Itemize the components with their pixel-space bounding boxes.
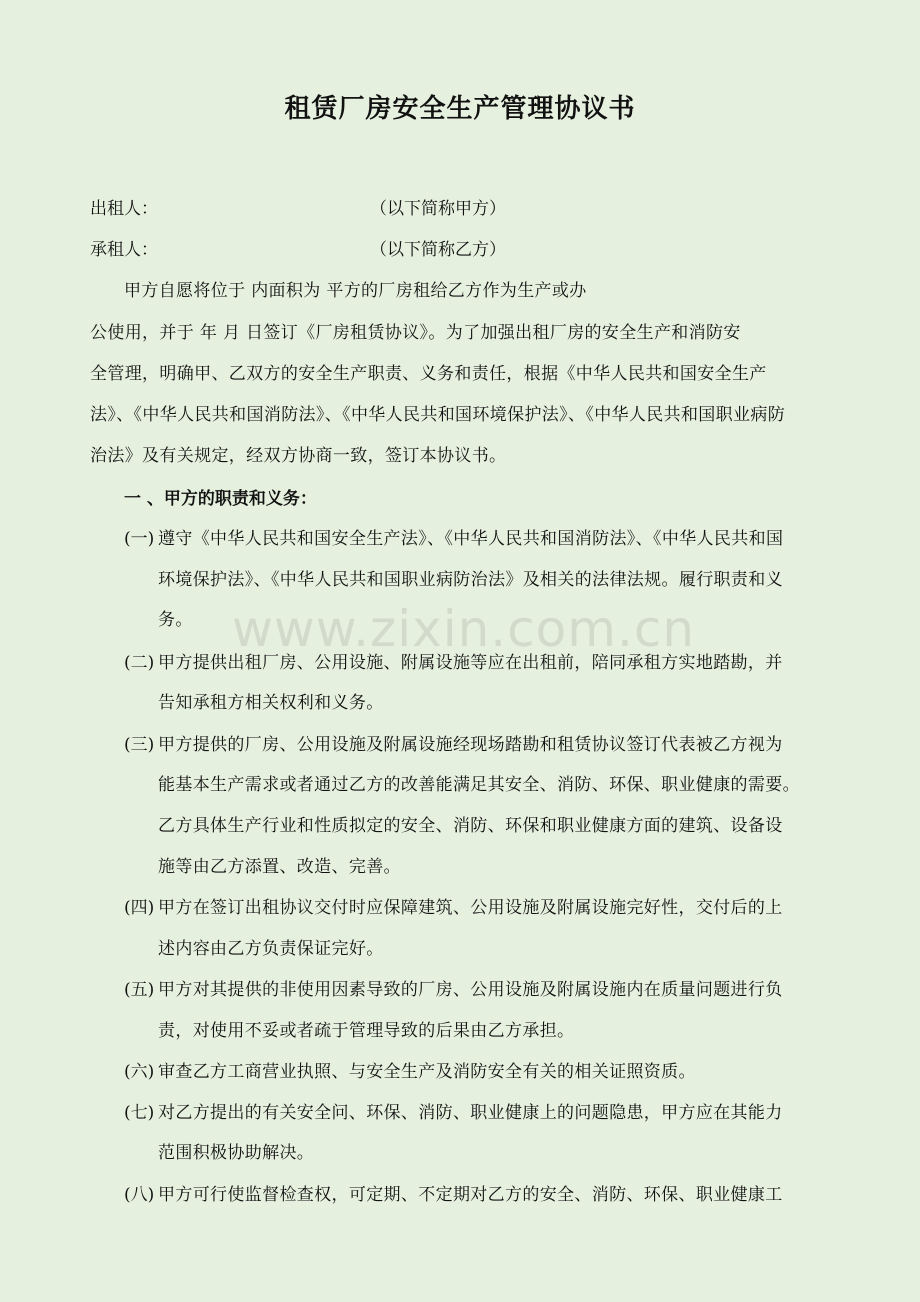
item-line: 务。 xyxy=(158,610,193,630)
item-line: 能基本生产需求或者通过乙方的改善能满足其安全、消防、环保、职业健康的需要。 xyxy=(158,775,800,795)
item-number: (七) xyxy=(124,1103,155,1123)
lessor-note: （以下简称甲方） xyxy=(370,199,506,219)
item-line: 范围积极协助解决。 xyxy=(158,1143,315,1163)
section-heading: 一 、甲方的职责和义务： xyxy=(124,489,317,509)
item-line: 甲方在签订出租协议交付时应保障建筑、公用设施及附属设施完好性，交付后的上 xyxy=(158,898,783,918)
item-line: 审查乙方工商营业执照、与安全生产及消防安全有关的相关证照资质。 xyxy=(158,1062,696,1082)
intro-line: 治法》及有关规定，经双方协商一致，签订本协议书。 xyxy=(90,446,507,466)
item-line: 甲方提供的厂房、公用设施及附属设施经现场踏勘和租赁协议签订代表被乙方视为 xyxy=(158,735,783,755)
intro-line: 甲方自愿将位于 内面积为 平方的厂房租给乙方作为生产或办 xyxy=(124,281,587,301)
document-title: 租赁厂房安全生产管理协议书 xyxy=(284,94,636,124)
item-line: 环境保护法》、《中华人民共和国职业病防治法》及相关的法律法规。履行职责和义 xyxy=(158,570,783,590)
item-line: 乙方具体生产行业和性质拟定的安全、消防、环保和职业健康方面的建筑、设备设 xyxy=(158,816,783,836)
lessor-label: 出租人： xyxy=(90,199,158,219)
item-line: 述内容由乙方负责保证完好。 xyxy=(158,939,384,959)
item-line: 甲方可行使监督检查权，可定期、不定期对乙方的安全、消防、环保、职业健康工 xyxy=(158,1185,783,1205)
item-line: 遵守《中华人民共和国安全生产法》、《中华人民共和国消防法》、《中华人民共和国 xyxy=(158,529,784,549)
intro-line: 公使用，并于 年 月 日签订《厂房租赁协议》。为了加强出租厂房的安全生产和消防安 xyxy=(90,323,741,343)
item-line: 施等由乙方添置、改造、完善。 xyxy=(158,857,401,877)
intro-line: 全管理，明确甲、乙双方的安全生产职责、义务和责任，根据《中华人民共和国安全生产 xyxy=(90,364,767,384)
item-number: (四) xyxy=(124,898,155,918)
item-number: (六) xyxy=(124,1062,155,1082)
item-line: 甲方提供出租厂房、公用设施、附属设施等应在出租前，陪同承租方实地踏勘，并 xyxy=(158,653,783,673)
lessee-label: 承租人： xyxy=(90,240,158,260)
item-number: (八) xyxy=(124,1185,155,1205)
item-line: 对乙方提出的有关安全问、环保、消防、职业健康上的问题隐患，甲方应在其能力 xyxy=(158,1103,783,1123)
item-line: 告知承租方相关权利和义务。 xyxy=(158,693,384,713)
item-line: 甲方对其提供的非使用因素导致的厂房、公用设施及附属设施内在质量问题进行负 xyxy=(158,980,783,1000)
item-number: (二) xyxy=(124,653,155,673)
item-number: (五) xyxy=(124,980,155,1000)
lessee-note: （以下简称乙方） xyxy=(370,240,506,260)
intro-line: 法》、《中华人民共和国消防法》、《中华人民共和国环境保护法》、《中华人民共和国职业病防 xyxy=(90,405,786,425)
watermark: www.zixin.com.cn xyxy=(232,600,696,658)
item-number: (三) xyxy=(124,735,155,755)
item-line: 责，对使用不妥或者疏于管理导致的后果由乙方承担。 xyxy=(158,1021,575,1041)
item-number: (一) xyxy=(124,529,155,549)
